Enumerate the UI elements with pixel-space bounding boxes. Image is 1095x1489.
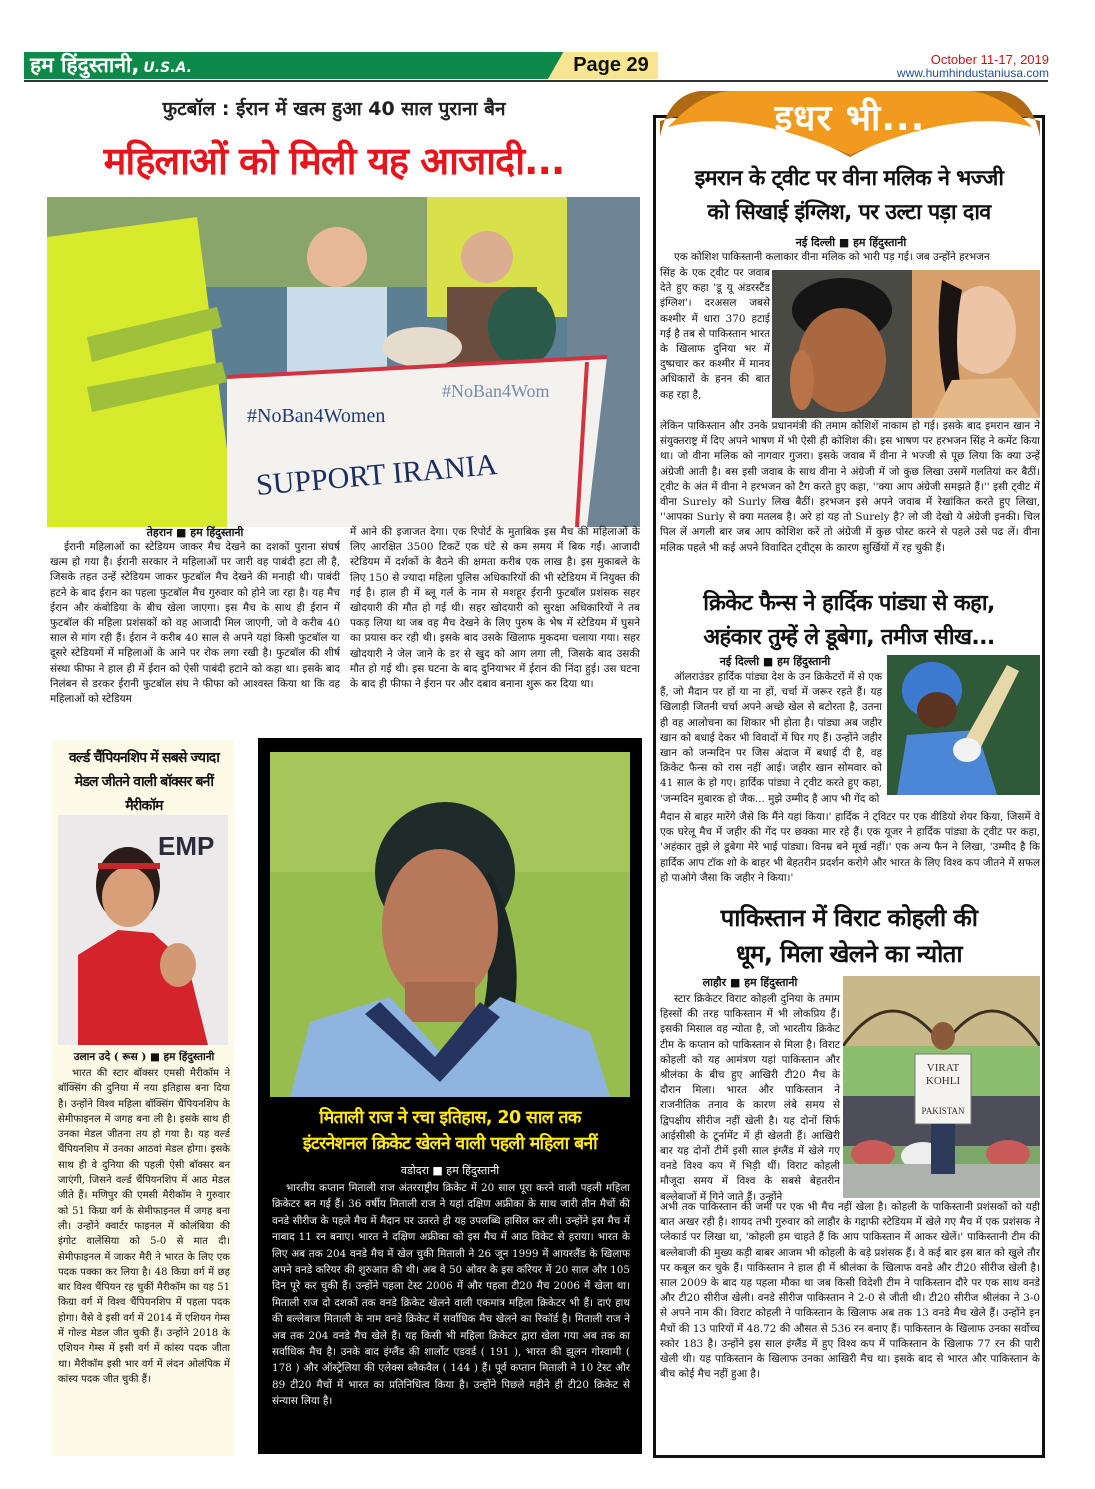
veena-wrap-text: सिंह के एक ट्वीट पर जवाब देते हुए कहा 'डू यू अंडरस्टैंड इंग्लिश'। दरअसल जबसे कश्मीर में धारा 370 हटाई गई है तब से पाकिस्तान भारत के खिलाफ दुनिया भर में दुष्प्रचार कर कश्मीर में मानव अधिकारों के हनन की बात कह रहा है, (660, 267, 770, 401)
kohli-fan-photo (843, 976, 1040, 1198)
mithali-headline (262, 1105, 638, 1157)
mithali-byline: वडोदरा ■ हम हिंदुस्तानी (400, 1164, 500, 1177)
website-link[interactable]: www.humhindustaniusa.com (896, 66, 1049, 80)
lead-photo (47, 197, 640, 527)
marykom-headline: वर्ल्ड चैंपियनशिप में सबसे ज्यादा मेडल जीतने वाली बॉक्सर बनीं मैरीकॉम (68, 750, 220, 814)
lead-byline: तेहरान ■ हम हिंदुस्तानी (146, 526, 244, 539)
mithali-headline-line2: इंटरनेशनल क्रिकेट खेलने वाली पहली महिला बनीं (302, 1134, 598, 1154)
newspaper-title (30, 52, 192, 82)
pandya-photo (887, 655, 1040, 795)
section-title: इधर भी... (774, 98, 926, 139)
kohli-headline-line1: पाकिस्तान में विराट कोहली की (720, 904, 978, 932)
pandya-wrap-text: ऑलराउंडर हार्दिक पांड्या देश के उन क्रिकेटरों में से एक हैं, जो मैदान पर हों या ना हों, चर्चा में जरूर रहते हैं। यह खिलाड़ी जितनी चर्चा अपने अच्छे खेल से बटोरता है, उतना ही वह आलोचना का शिकार भी होता है। पांड्या अब जहीर खान को बधाई देकर भी विवादों में घिर गए हैं। उन्होंने जहीर खान को जन्मदिन पर जिस अंदाज में बधाई दी है, वह क्रिकेट फैन्स को रास नहीं आई। जहीर खान सोमवार को 41 साल के हो गए। हार्दिक पांड्या ने ट्वीट करते हुए कहा, 'जन्मदिन मुबारक हो जैक... मुझे उम्मीद है आप भी गेंद को (660, 671, 882, 805)
page-number: Page 29 (573, 54, 649, 76)
veena-body: लेकिन पाकिस्तान और उनके प्रधानमंत्री की तमाम कोशिशें नाकाम हो गई। इसके बाद इमरान खान ने संयुक्तराष्ट्र में दिए अपने भाषण में भी ऐसी ही कोशिश की। इस भाषण पर हरभजन सिंह ने कमेंट किया था। जो वीना मलिक को नागवार गुजरा। इसके जवाब में वीना ने भज्जी से पूछ लिया कि क्या उन्हें अंग्रेजी आती है। बस इसी जवाब के साथ वीना ने अंग्रेजी में जो कुछ लिखा उसमें गलतियां कर बैठीं। ट्वीट के अंत में वीना ने हरभजन को टैग करते हुए कहा, ''क्या आप अंग्रेजी समझते हैं।'' इसी ट्वीट में वीना Surely को Surly लिख बैठीं। हरभजन इसे अपने जवाब में रेखांकित करते हुए लिखा, ''आपका Surly से क्या मतलब है। अरे हां यह तो Surely है? लो जी देखो ये अंग्रेजी इनकी। चिल पिल लें अगली बार जब आप कोशिश करें तो अंग्रेजी में कुछ पोस्ट करने से पहले उसे पढ लें। वीना मलिक पहले भी कई अपने विवादित ट्वीट्स के कारण सुर्खियों में रह चुकी हैं। (660, 420, 1040, 554)
placard-text-1: VIRAT (926, 1062, 960, 1074)
banner-text-2: #NoBan4Wom (442, 381, 550, 401)
kohli-wrap-text: स्टार क्रिकेटर विराट कोहली दुनिया के तमाम हिस्सों की तरह पाकिस्तान में भी लोकप्रिय हैं। इसकी मिसाल वह न्योता है, जो भारतीय क्रिकेट टीम के कप्तान को पाकिस्तान से मिला है। विराट कोहली को यह आमंत्रण यहां पाकिस्तान और श्रीलंका के बीच हुए आखिरी टी20 मैच के दौरान मिला। भारत और पाकिस्तान ने राजनीतिक तनाव के कारण लंबे समय से द्विपक्षीय सीरीज नहीं खेली है। यह दोनों सिर्फ आईसीसी के टूर्नामेंट में ही खेलती हैं। आखिरी बार यह दोनों टीमें इसी साल इंग्लैंड में खेले गए वनडे विश्व कप में भिड़ी थीं। विराट कोहली मौजूदा समय में विश्व के सबसे बेहतरीन बल्लेबाजों में गिने जाते हैं। उन्होंने (660, 993, 840, 1203)
marykom-byline: उलान उदे ( रूस ) ■ हम हिंदुस्तानी (73, 1051, 215, 1063)
lead-body-2: में आने की इजाजत देगा। एक रिपोर्ट के मुताबिक इस मैच की महिलाओं के लिए आरक्षित 3500 टिकटें एक घंटे से कम समय में बिक गईं। आजादी स्टेडियम में दर्शकों के बैठने की क्षमता करीब एक लाख है। इस मुकाबले के लिए 150 से ज्यादा महिला पुलिस अधिकारियों की भी स्टेडियम में नियुक्त की गई है। हाल ही में ब्लू गर्ल के नाम से मशहूर ईरानी फुटबॉल प्रशंसक सहर खोदयारी की मौत हो गई थी। सहर खोदयारी को सुरक्षा अधिकारियों ने तब पकड़ लिया था जब वह मैच देखने के लिए पुरुष के भेष में स्टेडियम में घुसने का प्रयास कर रही थी। इसके बाद उसके खिलाफ मुकदमा चलाया गया। सहर खोदयारी ने जेल जाने के डर से खुद को आग लगा ली, जिसके बाद उसकी मौत हो गई थी। इस घटना के बाद दुनियाभर में ईरान की निंदा हुई। उस घटना के बाद ही फीफा ने ईरान पर और दबाव बनाना शुरू कर दिया था। (350, 526, 640, 691)
kohli-headline (658, 900, 1040, 972)
lead-body-1: ईरानी महिलाओं का स्टेडियम जाकर मैच देखने का दशकों पुराना संघर्ष खत्म हो गया है। ईरानी सरकार ने महिलाओं पर जारी वह पाबंदी हटा ली है, जिसके तहत उन्हें स्टेडियम जाकर फुटबॉल मैच देखने की मनाही थी। पाबंदी हटने के बाद ईरान का पहला फुटबॉल मैच गुरुवार को होने जा रहा है। यह मैच ईरान और कंबोडिया के बीच खेला जाएगा। इस मैच के साथ ही ईरान में फुटबॉल की महिला प्रशंसकों को वह आजादी मिल जाएगी, जो वे करीब 40 साल से मांग रही हैं। ईरान ने करीब 40 साल से अपने यहां किसी फुटबॉल या दूसरे स्टेडियमों में महिलाओं के आने पर रोक लगा रखी है। फुटबॉल की शीर्ष संस्था फीफा ने हाल ही में ईरान को ऐसी पाबंदी हटाने को कहा था। इसके बाद निलंबन से डरकर ईरानी फुटबॉल संघ ने फीफा को आश्वस्त किया था कि वह महिलाओं को स्टेडियम (50, 541, 340, 706)
masthead-title-text: हम हिंदुस्तानी, (30, 53, 140, 77)
mithali-photo (270, 752, 630, 1097)
masthead-region: U.S.A. (143, 60, 192, 76)
lead-kicker: फुटबॉल : ईरान में खत्म हुआ 40 साल पुराना बैन (162, 98, 506, 120)
marykom-body: भारत की स्टार बॉक्सर एमसी मैरीकॉम ने बॉक्सिंग की दुनिया में नया इतिहास बना दिया है। उन्होंने विश्व महिला बॉक्सिंग चैंपियनशिप के सेमीफाइनल में जगह बना ली है। इसके साथ ही उनका मेडल जीतना तय हो गया है। यह वर्ल्ड चैंपियनशिप में उनका आठवां मेडल होगा। इसके साथ ही वे दुनिया की पहली ऐसी बॉक्सर बन जाएंगी, जिसने वर्ल्ड चैंपियनशिप में आठ मेडल जीते हैं। मणिपुर की एमसी मैरीकॉम ने गुरुवार को 51 किग्रा वर्ग के सेमीफाइनल में जगह बना ली। उन्होंने क्वार्टर फाइनल में कोलंबिया की इंगोट वालेंसिया को 5-0 से मात दी। सेमीफाइनल में जाकर मैरी ने भारत के लिए एक पदक पक्का कर लिया है। 48 किग्रा वर्ग में छह बार विश्व चैंपियन रह चुकीं मैरीकॉम का यह 51 किग्रा वर्ग में विश्व चैंपियनशिप में पहला पदक होगा। वैसे वे इसी वर्ग में 2014 में एशियन गेम्स में गोल्ड मेडल जीत चुकी हैं। उन्होंने 2018 के एशियन गेम्स में इसी वर्ग में कांस्य पदक जीता था। मैरीकॉम इसी भार वर्ग में लंदन ओलंपिक में कांस्य पदक जीत चुकी हैं। (58, 1068, 230, 1385)
kohli-byline: लाहौर ■ हम हिंदुस्तानी (702, 976, 798, 989)
kohli-headline-line2: धूम, मिला खेलने का न्योता (735, 940, 963, 968)
banner-text-1: #NoBan4Women (247, 405, 386, 427)
lead-column-1 (50, 525, 340, 707)
masthead-divider (24, 80, 1048, 82)
veena-headline-line1: इमरान के ट्वीट पर वीना मलिक ने भज्जी (694, 166, 1004, 191)
veena-byline: नई दिल्ली ■ हम हिंदुस्तानी (795, 236, 907, 249)
harbhajan-veena-photo (772, 270, 1040, 418)
placard-text-3: PAKISTAN (921, 1106, 965, 1116)
lead-column-2 (350, 525, 640, 692)
issue-date: October 11-17, 2019 (930, 52, 1049, 67)
placard-text-2: KOHLI (925, 1075, 961, 1087)
banner-text-3: SUPPORT IRANIA (254, 448, 499, 502)
marykom-photo (58, 815, 228, 1045)
pandya-headline (658, 587, 1040, 655)
veena-headline (658, 162, 1040, 230)
veena-headline-line2: को सिखाई इंग्लिश, पर उल्टा पड़ा दाव (707, 200, 991, 225)
pandya-byline: नई दिल्ली ■ हम हिंदुस्तानी (719, 655, 831, 668)
veena-lead: एक कोशिश पाकिस्तानी कलाकार वीना मलिक को भारी पड़ गई। जब उन्होंने हरभजन (674, 251, 990, 263)
pandya-body: मैदान से बाहर मारेंगे जैसे कि मैंने यहां किया।' हार्दिक ने ट्विटर पर एक वीडियो शेयर किया, जिसमें वे एक घरेलू मैच में जहीर की गेंद पर छक्का मार रहे हैं। एक यूजर ने हार्दिक पांड्या के ट्वीट पर कहा, 'अहंकार तुझे ले डूबेगा मेरे भाई पांड्या। विनम्र बने मूर्ख नहीं।' एक अन्य फैन ने लिखा, 'उम्मीद है कि हार्दिक आप टॉक शो के बाहर भी बेहतरीन प्रदर्शन करोगे और भारत के लिए विश्व कप जीतने में सफल हो पाओगे जैसा कि जहीर ने किया।' (660, 811, 1040, 884)
pandya-headline-line2: अहंकार तुम्हें ले डूबेगा, तमीज सीख... (703, 625, 995, 650)
lead-headline: महिलाओं को मिली यह आजादी... (103, 139, 565, 183)
mithali-headline-line1: मिताली राज ने रचा इतिहास, 20 साल तक (319, 1108, 581, 1128)
photo-backdrop-text: EMP (158, 831, 215, 861)
kohli-body: अभी तक पाकिस्तान की जमीं पर एक भी मैच नहीं खेला है। कोहली के पाकिस्तानी प्रशंसकों को यही बात अखर रही है। शायद तभी गुरुवार को लाहौर के गद्दाफी स्टेडियम में खेले गए मैच में एक प्रशंसक ने प्लेकार्ड पर लिखा था, 'कोहली हम चाहते हैं कि आप पाकिस्तान में आकर खेलें।' पाकिस्तानी टीम की बल्लेबाजी की मुख्य कड़ी बाबर आजम भी कोहली के बड़े प्रशंसक हैं। वे कई बार इस बात को खुले तौर पर कबूल कर चुके हैं। पाकिस्तान ने हाल ही में श्रीलंका के खिलाफ वनडे और टी20 सीरीज खेली है। साल 2009 के बाद यह पहला मौका था जब किसी विदेशी टीम ने पाकिस्तान दौरे पर एक साथ वनडे और टी20 सीरीज खेली। वनडे सीरीज पाकिस्तान ने 2-0 से जीती थी। टी20 सीरीज श्रीलंका ने 3-0 से अपने नाम की। विराट कोहली ने पाकिस्तान के खिलाफ अब तक 13 वनडे मैच खेले हैं। उन्होंने इन मैचों की 13 पारियों में 48.72 की औसत से 536 रन बनाए हैं। पाकिस्तान के खिलाफ उनका सर्वोच्च स्कोर 183 है। उन्होंने इस साल इंग्लैंड में हुए विश्व कप में पाकिस्तान के खिलाफ 77 रन की पारी खेली थी। यह पाकिस्तान के खिलाफ उनका आखिरी मैच था। इसके बाद से भारत और पाकिस्तान के बीच कोई मैच नहीं हुआ है। (660, 1201, 1040, 1381)
pandya-headline-line1: क्रिकेट फैन्स ने हार्दिक पांड्या से कहा, (703, 591, 995, 616)
mithali-body: भारतीय कप्तान मिताली राज अंतरराष्ट्रीय क्रिकेट में 20 साल पूरा करने वाली पहली महिला क्रिकेटर बन गई हैं। 36 वर्षीय मिताली राज ने यहां दक्षिण अफ्रीका के साथ जारी तीन मैचों की वनडे सीरीज के पहले मैच में मैदान पर उतरते ही यह उपलब्धि हासिल कर ली। उन्होंने इस मैच में नाबाद 11 रन बनाए। भारत ने दक्षिण अफ्रीका को इस मैच में आठ विकेट से हराया। भारत के लिए अब तक 204 वनडे मैच में खेल चुकी मिताली ने 26 जून 1999 में आयरलैंड के खिलाफ अपने वनडे करियर की शुरुआत की थी। अब वे 50 ओवर के इस करियर में 20 साल और 105 दिन पूरे कर चुकी हैं। उन्होंने पहला टेस्ट 2006 में और पहला टी20 मैच 2006 में खेला था। मिताली राज दो दशकों तक वनडे क्रिकेट खेलने वाली एकमात्र महिला क्रिकेटर भी हैं। दाएं हाथ की बल्लेबाज मिताली के नाम वनडे क्रिकेट में सर्वाधिक मैच खेलने का रिकॉर्ड है। मिताली राज ने अब तक 204 वनडे मैच खेले हैं। यह किसी भी महिला क्रिकेटर द्वारा खेला गया अब तक का सर्वाधिक मैच है। उनके बाद इंग्लैंड की शार्लोट एडवर्ड ( 191 ), भारत की झूलन गोस्वामी ( 178 ) और ऑस्ट्रेलिया की एलेक्स ब्लैकवैल ( 144 ) हैं। पूर्व कप्तान मिताली ने 10 टेस्ट और 89 टी20 मैचों में भारत का प्रतिनिधित्व किया है। उन्होंने पिछले महीने ही टी20 क्रिकेट से संन्यास लिया है। (272, 1182, 630, 1408)
